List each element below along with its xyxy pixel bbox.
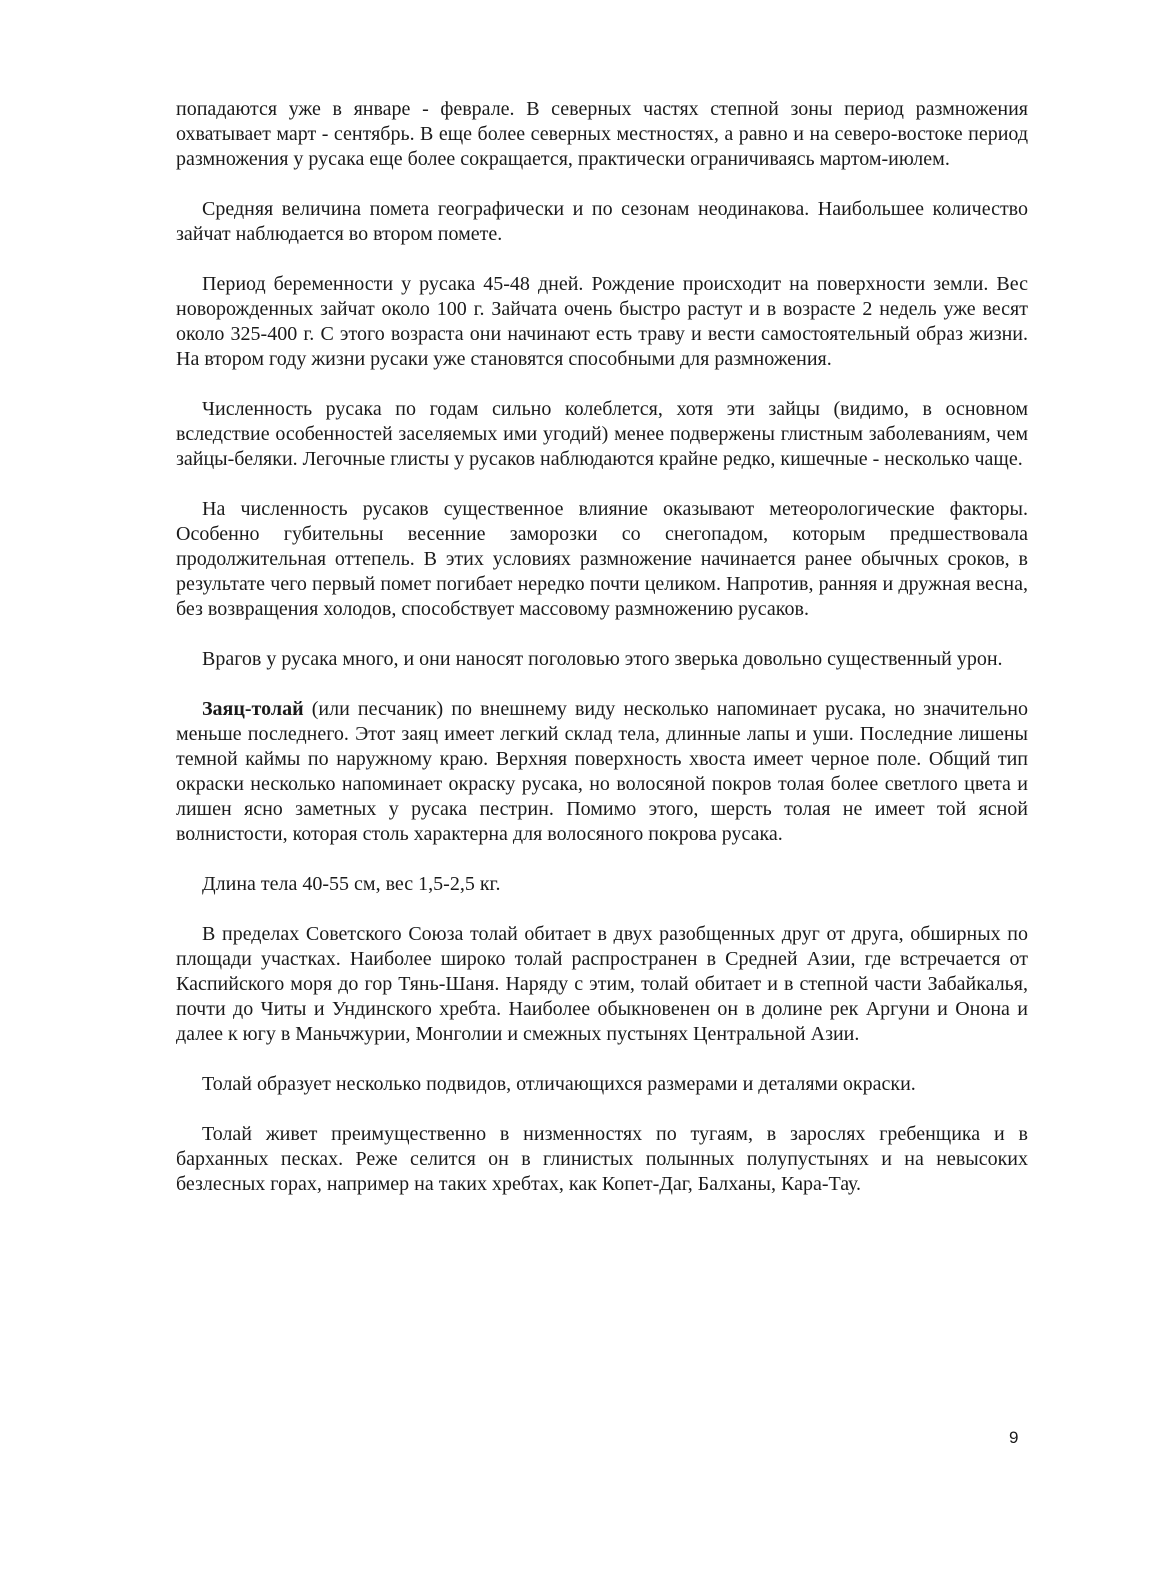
paragraph: Средняя величина помета географически и по сезонам неодинакова. Наибольшее количество зайчат наблюдается во втором помете.: [176, 198, 1028, 245]
paragraph: Численность русака по годам сильно колеблется, хотя эти зайцы (видимо, в основном вследствие особенностей заселяемых ими угодий) менее подвержены глистным заболеваниям, чем зайцы-беляки. Легочные глисты у русаков наблюдаются крайне редко, кишечные - несколько чаще.: [176, 398, 1028, 470]
paragraph: Толай живет преимущественно в низменностях по тугаям, в зарослях гребенщика и в барханных песках. Реже селится он в глинистых полынных полупустынях и на невысоких безлесных горах, например на таких хребтах, как Копет-Даг, Балханы, Кара-Тау.: [176, 1123, 1028, 1195]
paragraph: Длина тела 40-55 см, вес 1,5-2,5 кг.: [202, 873, 501, 895]
paragraph: Врагов у русака много, и они наносят поголовью этого зверька довольно существенный урон.: [202, 648, 1003, 670]
page-number: 9: [1009, 1428, 1019, 1447]
body-text: [176, 97, 1028, 1222]
paragraph-tolai-text: (или песчаник) по внешнему виду несколько напоминает русака, но значительно меньше последнего. Этот заяц имеет легкий склад тела, длинные лапы и уши. Последние лишены темной каймы по наружному краю. Верхняя поверхность хвоста имеет черное поле. Общий тип окраски несколько напоминает окраску русака, но волосяной покров толая более светлого цвета и лишен ясно заметных у русака пестрин. Помимо этого, шерсть толая не имеет той ясной волнистости, которая столь характерна для волосяного покрова русака.: [176, 698, 1028, 845]
paragraph: Период беременности у русака 45-48 дней. Рождение происходит на поверхности земли. Вес новорожденных зайчат около 100 г. Зайчата очень быстро растут и в возрасте 2 недель уже весят около 325-400 г. С этого возраста они начинают есть траву и вести самостоятельный образ жизни. На втором году жизни русаки уже становятся способными для размножения.: [176, 273, 1028, 370]
paragraph: Толай образует несколько подвидов, отличающихся размерами и деталями окраски.: [202, 1073, 916, 1095]
paragraph: В пределах Советского Союза толай обитает в двух разобщенных друг от друга, обширных по площади участках. Наиболее широко толай распространен в Средней Азии, где встречается от Каспийского моря до гор Тянь-Шаня. Наряду с этим, толай обитает и в степной части Забайкалья, почти до Читы и Ундинского хребта. Наиболее обыкновенен он в долине рек Аргуни и Онона и далее к югу в Маньчжурии, Монголии и смежных пустынях Центральной Азии.: [176, 923, 1028, 1045]
paragraph: На численность русаков существенное влияние оказывают метеорологические факторы. Особенно губительны весенние заморозки со снегопадом, которым предшествовала продолжительная оттепель. В этих условиях размножение начинается ранее обычных сроков, в результате чего первый помет погибает нередко почти целиком. Напротив, ранняя и дружная весна, без возвращения холодов, способствует массовому размножению русаков.: [176, 498, 1028, 620]
paragraph: попадаются уже в январе - феврале. В северных частях степной зоны период размножения охватывает март - сентябрь. В еще более северных местностях, а равно и на северо-востоке период размножения у русака еще более сокращается, практически ограничиваясь мартом-июлем.: [176, 98, 1028, 170]
paragraph-tolai: [176, 697, 1028, 847]
term-tolai: Заяц-толай: [202, 698, 304, 720]
